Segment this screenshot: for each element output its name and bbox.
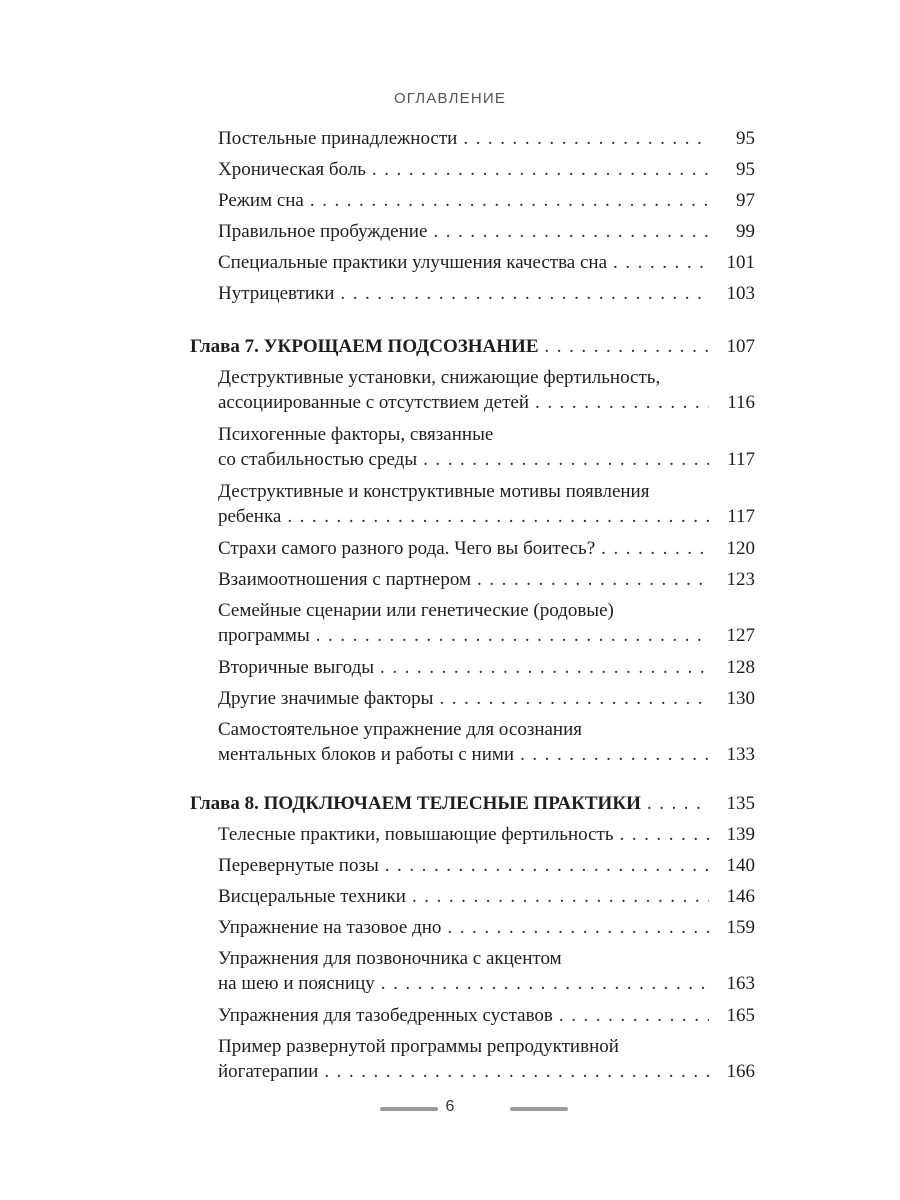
toc-entry-title-line: Деструктивные и конструктивные мотивы появления	[218, 481, 650, 502]
dot-leader	[447, 915, 709, 940]
toc-chapter-entry	[190, 791, 755, 816]
dot-leader	[601, 536, 709, 561]
toc-entry	[218, 157, 755, 182]
toc-entry-line	[218, 623, 755, 648]
toc-entry-title: Хроническая боль	[218, 159, 366, 180]
toc-entry-line	[218, 915, 755, 940]
dot-leader	[324, 1059, 709, 1084]
toc-page-number: 103	[726, 283, 755, 304]
toc-entry-title: Упражнения для тазобедренных суставов	[218, 1005, 553, 1026]
dot-leader	[433, 219, 709, 244]
toc-entry-title: Нутрицевтики	[218, 283, 335, 304]
toc-entry-line	[218, 390, 755, 415]
toc-page-number: 163	[726, 973, 755, 994]
toc-entry	[218, 884, 755, 909]
toc-entry	[218, 422, 755, 472]
toc-entry	[218, 479, 755, 529]
toc-entry-title: Другие значимые факторы	[218, 688, 434, 709]
toc-page-number: 140	[726, 855, 755, 876]
dot-leader	[310, 188, 709, 213]
toc-entry	[218, 717, 755, 767]
toc-entry-title-line: Пример развернутой программы репродуктивной	[218, 1036, 619, 1057]
toc-entry-title: ребенка	[218, 506, 282, 527]
toc-entry-line	[190, 791, 755, 816]
dot-leader	[316, 623, 709, 648]
toc-entry-line	[218, 1059, 755, 1084]
toc-entry-line	[190, 334, 755, 359]
toc-entry-title: Страхи самого разного рода. Чего вы боитесь?	[218, 538, 596, 559]
toc-entry-title: Режим сна	[218, 190, 304, 211]
toc-page-number: 107	[726, 336, 755, 357]
dot-leader	[380, 655, 709, 680]
toc-entry-title: ментальных блоков и работы с ними	[218, 744, 515, 765]
toc-entry-title: Висцеральные техники	[218, 886, 406, 907]
toc-entry-line	[218, 742, 755, 767]
toc-entry-line	[218, 655, 755, 680]
toc-entry-title: Перевернутые позы	[218, 855, 379, 876]
toc-page-number: 135	[726, 793, 755, 814]
toc-page-number: 117	[727, 449, 755, 470]
toc-entry-title: Глава 7. УКРОЩАЕМ ПОДСОЗНАНИЕ	[190, 336, 539, 357]
toc-entry-title: Постельные принадлежности	[218, 128, 458, 149]
dot-leader	[620, 822, 709, 847]
dot-leader	[647, 791, 709, 816]
toc-page-number: 146	[726, 886, 755, 907]
toc-entry-line	[218, 971, 755, 996]
toc-entry-line	[218, 447, 755, 472]
toc-entry-line	[218, 157, 755, 182]
running-head: ОГЛАВЛЕНИЕ	[393, 90, 507, 107]
toc-entry	[218, 655, 755, 680]
toc-entry-line	[218, 536, 755, 561]
dot-leader	[381, 971, 709, 996]
toc-page-number: 127	[726, 625, 755, 646]
toc-entry-title: Правильное пробуждение	[218, 221, 428, 242]
toc-entry-line	[218, 188, 755, 213]
toc-page-number: 99	[736, 221, 755, 242]
toc-entry-title-line: Упражнения для позвоночника с акцентом	[218, 948, 562, 969]
toc-entry	[218, 536, 755, 561]
toc-entry-title-line: Семейные сценарии или генетические (родовые)	[218, 600, 614, 621]
toc-entry-line	[218, 281, 755, 306]
toc-entry-line	[218, 250, 755, 275]
toc-page-number: 165	[726, 1005, 755, 1026]
toc-entry-line	[218, 853, 755, 878]
toc-entry-line	[218, 504, 755, 529]
toc-entry	[218, 1003, 755, 1028]
page-number: 6	[445, 1098, 455, 1115]
toc-entry	[218, 567, 755, 592]
toc-page-number: 95	[736, 159, 755, 180]
dot-leader	[613, 250, 709, 275]
toc-entry-title: со стабильностью среды	[218, 449, 418, 470]
toc-entry	[218, 1034, 755, 1084]
toc-entry-title: Взаимоотношения с партнером	[218, 569, 472, 590]
toc-entry-title: Специальные практики улучшения качества сна	[218, 252, 608, 273]
toc-entry-title: Телесные практики, повышающие фертильность	[218, 824, 614, 845]
toc-page-number: 139	[726, 824, 755, 845]
dot-leader	[412, 884, 709, 909]
dot-leader	[559, 1003, 709, 1028]
toc-entry-title-line: Психогенные факторы, связанные	[218, 424, 494, 445]
toc-entry	[218, 126, 755, 151]
toc-entry-line	[218, 219, 755, 244]
toc-entry	[218, 188, 755, 213]
toc-page-number: 95	[736, 128, 755, 149]
toc-entry-line	[218, 822, 755, 847]
toc-page-number: 133	[726, 744, 755, 765]
dot-leader	[385, 853, 709, 878]
toc-entry-line	[218, 1003, 755, 1028]
toc-page-number: 97	[736, 190, 755, 211]
dot-leader	[463, 126, 709, 151]
toc-entry-title: йогатерапии	[218, 1061, 319, 1082]
dot-leader	[423, 447, 709, 472]
toc-page-number: 123	[726, 569, 755, 590]
toc-entry	[218, 946, 755, 996]
toc-page-number: 120	[726, 538, 755, 559]
toc-page-number: 166	[726, 1061, 755, 1082]
dot-leader	[535, 390, 709, 415]
dot-leader	[340, 281, 709, 306]
toc-page-number: 128	[726, 657, 755, 678]
toc-entry	[218, 250, 755, 275]
dot-leader	[372, 157, 709, 182]
dot-leader	[287, 504, 709, 529]
toc-entry	[218, 853, 755, 878]
toc-entry-title: ассоциированные с отсутствием детей	[218, 392, 530, 413]
toc-entry-line	[218, 567, 755, 592]
toc-entry-title: Упражнение на тазовое дно	[218, 917, 442, 938]
dot-leader	[439, 686, 709, 711]
dot-leader	[520, 742, 709, 767]
toc-page-number: 101	[726, 252, 755, 273]
toc-entry	[218, 219, 755, 244]
toc-entry	[218, 281, 755, 306]
toc-entry-title-line: Самостоятельное упражнение для осознания	[218, 719, 583, 740]
toc-entry-line	[218, 884, 755, 909]
toc-entry-title: на шею и поясницу	[218, 973, 375, 994]
toc-page-number: 159	[726, 917, 755, 938]
toc-entry-line	[218, 126, 755, 151]
toc-entry-title-line: Деструктивные установки, снижающие фертильность,	[218, 367, 661, 388]
toc-page-number: 117	[727, 506, 755, 527]
toc-entry-title: Вторичные выгоды	[218, 657, 375, 678]
dot-leader	[545, 334, 710, 359]
footer-rule-right	[510, 1107, 568, 1111]
toc-entry	[218, 598, 755, 648]
toc-entry	[218, 365, 755, 415]
toc-entry-title: Глава 8. ПОДКЛЮЧАЕМ ТЕЛЕСНЫЕ ПРАКТИКИ	[190, 793, 641, 814]
toc-page-number: 130	[726, 688, 755, 709]
toc-entry-title: программы	[218, 625, 310, 646]
toc-chapter-entry	[190, 334, 755, 359]
toc-entry	[218, 686, 755, 711]
toc-entry	[218, 915, 755, 940]
dot-leader	[477, 567, 709, 592]
toc-page-number: 116	[727, 392, 755, 413]
toc-entry-line	[218, 686, 755, 711]
toc-entry	[218, 822, 755, 847]
